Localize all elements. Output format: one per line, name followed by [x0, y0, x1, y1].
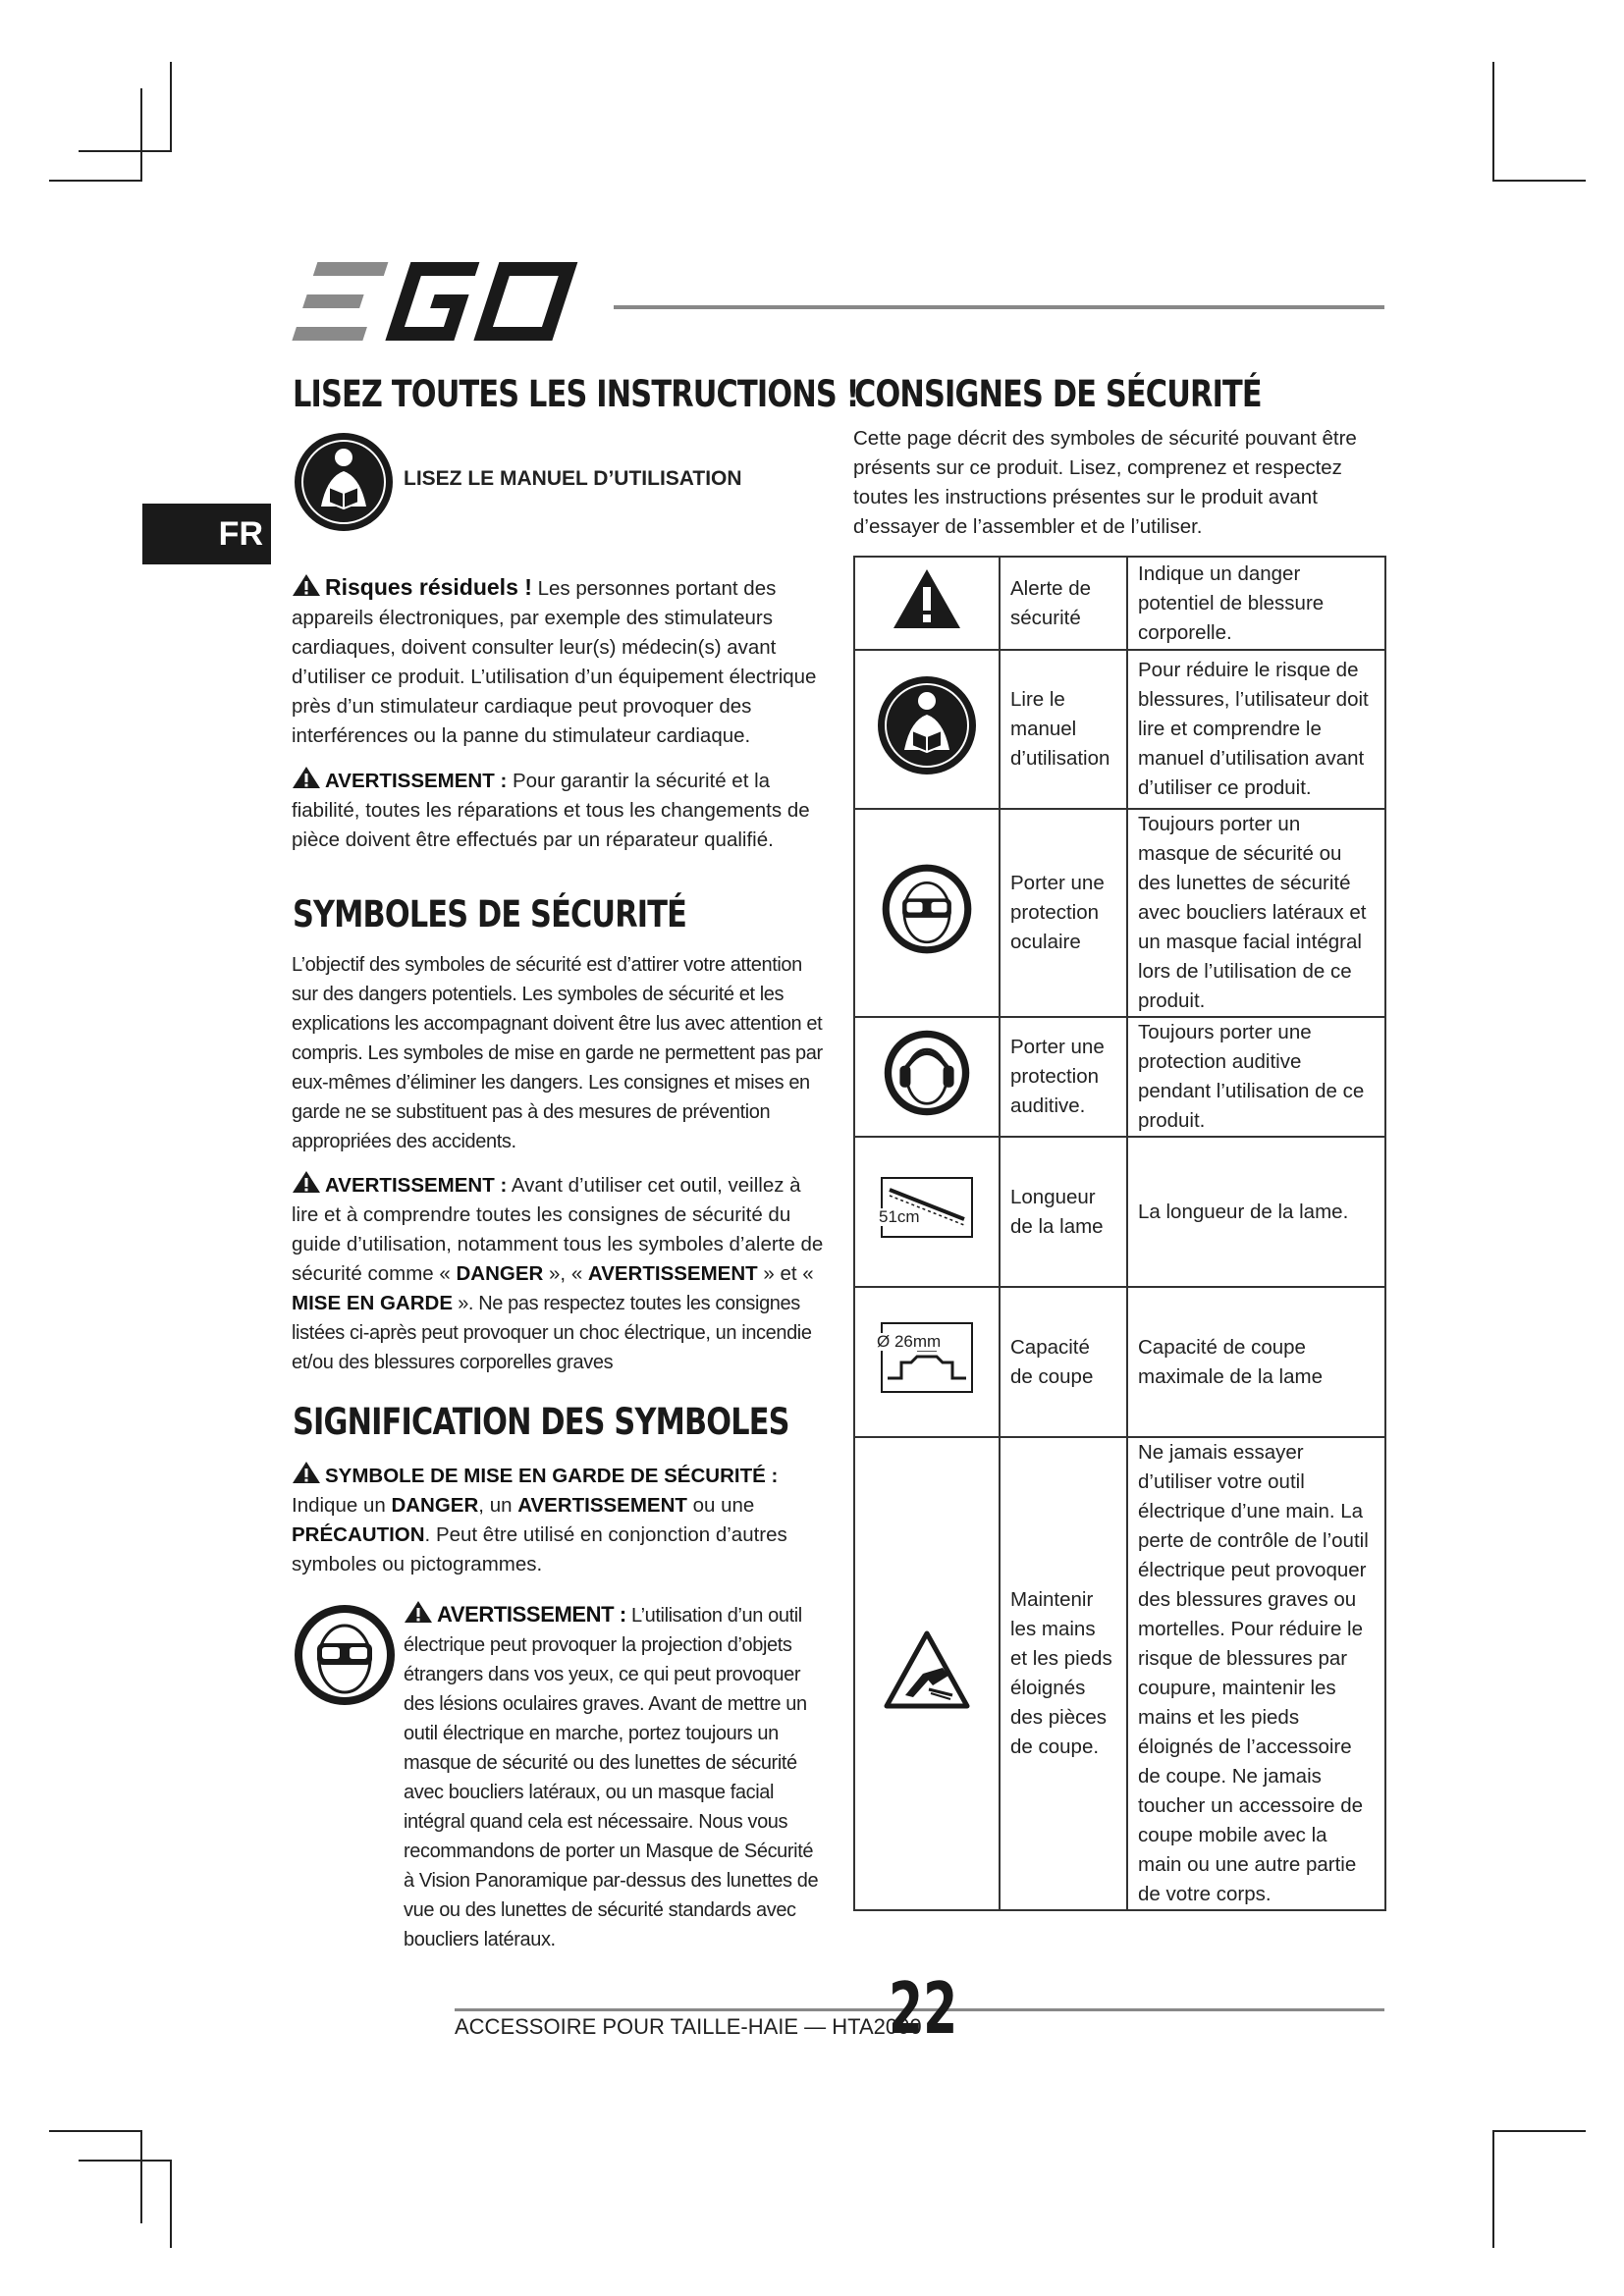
crop-mark	[79, 2160, 172, 2162]
table-cell-icon	[854, 809, 1000, 1017]
table-cell-icon	[854, 650, 1000, 809]
alert-symbol-paragraph	[292, 1461, 827, 1579]
warning-title: AVERTISSEMENT :	[325, 1174, 508, 1197]
alert-symbol-title: SYMBOLE DE MISE EN GARDE DE SÉCURITÉ :	[325, 1465, 779, 1487]
table-cell-name: Maintenir les mains et les pieds éloignés des pièces de coupe.	[1000, 1437, 1127, 1910]
table-row	[854, 1437, 1385, 1910]
table-cell-icon	[854, 1137, 1000, 1287]
safety-symbols-table	[853, 556, 1386, 1911]
table-cell-icon	[854, 1437, 1000, 1910]
table-cell-desc: Toujours porter un masque de sécurité ou des lunettes de sécurité avec boucliers latéraux et un masque facial intégral lors de l’utilisation de ce produit.	[1127, 809, 1385, 1017]
crop-mark	[49, 180, 142, 182]
read-manual-icon	[292, 430, 396, 534]
table-cell-icon	[854, 557, 1000, 650]
warning-text: » et «	[757, 1262, 814, 1285]
table-row	[854, 809, 1385, 1017]
ego-logo	[290, 257, 584, 346]
warning-text: Pour garantir la sécurité et la fiabilité, toutes les réparations et tous les changements de pièce doivent être effectués par un réparateur qualifié.	[292, 770, 810, 851]
table-row	[854, 1287, 1385, 1437]
eye-protection-icon	[880, 862, 974, 956]
danger-word: DANGER	[391, 1494, 479, 1517]
heading-symbol-meaning: SIGNIFICATION DES SYMBOLES	[293, 1401, 789, 1443]
warning-title: AVERTISSEMENT :	[437, 1602, 626, 1627]
alert-text: ou une	[686, 1494, 755, 1517]
read-manual-label: LISEZ LE MANUEL D’UTILISATION	[404, 467, 742, 490]
alert-text: , un	[478, 1494, 518, 1517]
alert-triangle-icon	[292, 1170, 321, 1194]
safety-symbols-paragraph: L’objectif des symboles de sécurité est d’attirer votre attention sur des dangers potentiels. Les symboles de sécurité et les explications les accompagnant doivent être lus avec attention et compris. Les symboles de mise en garde ne permettent pas par eux-mêmes d’éliminer les dangers. Les consignes et mises en garde ne se substituent pas à des mesures de prévention appropriées des accidents.	[292, 954, 823, 1152]
heading-read-instructions: LISEZ TOUTES LES INSTRUCTIONS !	[293, 373, 859, 415]
crop-mark	[170, 2160, 172, 2248]
alert-triangle-icon	[404, 1600, 433, 1624]
ear-protection-icon	[882, 1028, 972, 1118]
alert-triangle-icon	[292, 573, 321, 597]
crop-mark	[1492, 62, 1494, 182]
precaution-word: PRÉCAUTION	[292, 1523, 425, 1546]
language-tab: FR	[142, 504, 271, 564]
alert-text: . Peut être utilisé en conjonction d’autres symboles ou pictogrammes.	[292, 1523, 787, 1575]
table-cell-icon	[854, 1017, 1000, 1137]
table-cell-desc: Ne jamais essayer d’utiliser votre outil électrique d’une main. La perte de contrôle de l’outil électrique peut provoquer des blessures graves ou mortelles. Pour réduire le risque de blessures par coupure, maintenir les mains et les pieds éloignés de l’accessoire de coupe. Ne jamais toucher un accessoire de coupe mobile avec la main ou une autre partie de votre corps.	[1127, 1437, 1385, 1910]
warning-text: », «	[543, 1262, 588, 1285]
table-row	[854, 557, 1385, 650]
table-cell-name: Longueur de la lame	[1000, 1137, 1127, 1287]
warning-eye-paragraph	[404, 1600, 826, 1954]
table-cell-desc: La longueur de la lame.	[1127, 1137, 1385, 1287]
heading-safety-instructions: CONSIGNES DE SÉCURITÉ	[854, 373, 1262, 415]
keep-hands-away-icon	[884, 1630, 970, 1709]
crop-mark	[140, 88, 142, 182]
avertissement-word: AVERTISSEMENT	[587, 1262, 758, 1285]
crop-mark	[79, 150, 172, 152]
crop-mark	[1492, 2130, 1586, 2132]
blade-length-value: 51cm	[879, 1207, 920, 1226]
table-cell-desc: Toujours porter une protection auditive pendant l’utilisation de ce produit.	[1127, 1017, 1385, 1137]
warning-text: Avant d’utiliser cet outil, veillez à lire et à comprendre toutes les consignes de sécurité du guide d’utilisation, notamment tous les symboles d’alerte de sécurité comme «	[292, 1174, 824, 1285]
page-number: 22	[889, 1967, 958, 2050]
alert-triangle-icon	[892, 567, 962, 630]
table-cell-name: Lire le manuel d’utilisation	[1000, 650, 1127, 809]
table-row	[854, 1137, 1385, 1287]
safety-intro-paragraph: Cette page décrit des symboles de sécurité pouvant être présents sur ce produit. Lisez, comprenez et respectez toutes les instructions présentes sur le produit avant d’essayer de l’assembler et de l’utiliser.	[853, 427, 1357, 538]
warning-read-guide-paragraph	[292, 1170, 827, 1377]
residual-risk-title: Risques résiduels !	[325, 574, 532, 600]
table-row	[854, 1017, 1385, 1137]
table-cell-icon	[854, 1287, 1000, 1437]
warning-text: ». Ne pas respectez toutes les consignes listées ci-après peut provoquer un choc électrique, un incendie et/ou des blessures corporelles graves	[292, 1293, 812, 1373]
danger-word: DANGER	[456, 1262, 544, 1285]
crop-mark	[49, 2130, 142, 2132]
read-manual-icon	[875, 673, 979, 777]
residual-risk-paragraph	[292, 572, 827, 751]
warning-title: AVERTISSEMENT :	[325, 770, 508, 792]
residual-risk-text: Les personnes portant des appareils électroniques, par exemple des stimulateurs cardiaques, doivent consulter leur(s) médecin(s) avant d’utiliser ce produit. L’utilisation d’un équipement électrique près d’un stimulateur cardiaque peut provoquer des interférences ou la panne du stimulateur cardiaque.	[292, 577, 817, 747]
footer-title: ACCESSOIRE POUR TAILLE-HAIE — HTA2000	[455, 2014, 922, 2039]
alert-text: Indique un	[292, 1494, 392, 1517]
crop-mark	[1492, 180, 1586, 182]
eye-protection-icon	[292, 1602, 398, 1708]
crop-mark	[170, 62, 172, 150]
cutting-capacity-value: Ø 26mm	[877, 1332, 942, 1351]
avertissement-word: AVERTISSEMENT	[517, 1494, 687, 1517]
table-cell-name: Capacité de coupe	[1000, 1287, 1127, 1437]
table-cell-name: Porter une protection auditive.	[1000, 1017, 1127, 1137]
table-row	[854, 650, 1385, 809]
mise-en-garde-word: MISE EN GARDE	[292, 1292, 454, 1314]
table-cell-desc: Indique un danger potentiel de blessure corporelle.	[1127, 557, 1385, 650]
warning-repairs-paragraph	[292, 766, 827, 855]
heading-safety-symbols: SYMBOLES DE SÉCURITÉ	[293, 893, 687, 935]
table-cell-desc: Pour réduire le risque de blessures, l’utilisateur doit lire et comprendre le manuel d’utilisation avant d’utiliser ce produit.	[1127, 650, 1385, 809]
alert-triangle-icon	[292, 766, 321, 789]
warning-text: L’utilisation d’un outil électrique peut provoquer la projection d’objets étrangers dans vos yeux, ce qui peut provoquer des lésions oculaires graves. Avant de mettre un outil électrique en marche, portez toujours un masque de sécurité ou des lunettes de sécurité avec boucliers latéraux, ou un masque facial intégral quand cela est nécessaire. Nous vous recommandons de porter un Masque de Sécurité à Vision Panoramique par-dessus des lunettes de vue ou des lunettes de sécurité standards avec boucliers latéraux.	[404, 1605, 819, 1950]
header-rule	[614, 305, 1384, 309]
table-cell-name: Alerte de sécurité	[1000, 557, 1127, 650]
table-cell-desc: Capacité de coupe maximale de la lame	[1127, 1287, 1385, 1437]
crop-mark	[1492, 2130, 1494, 2248]
alert-triangle-icon	[292, 1461, 321, 1484]
table-cell-name: Porter une protection oculaire	[1000, 809, 1127, 1017]
crop-mark	[140, 2130, 142, 2223]
